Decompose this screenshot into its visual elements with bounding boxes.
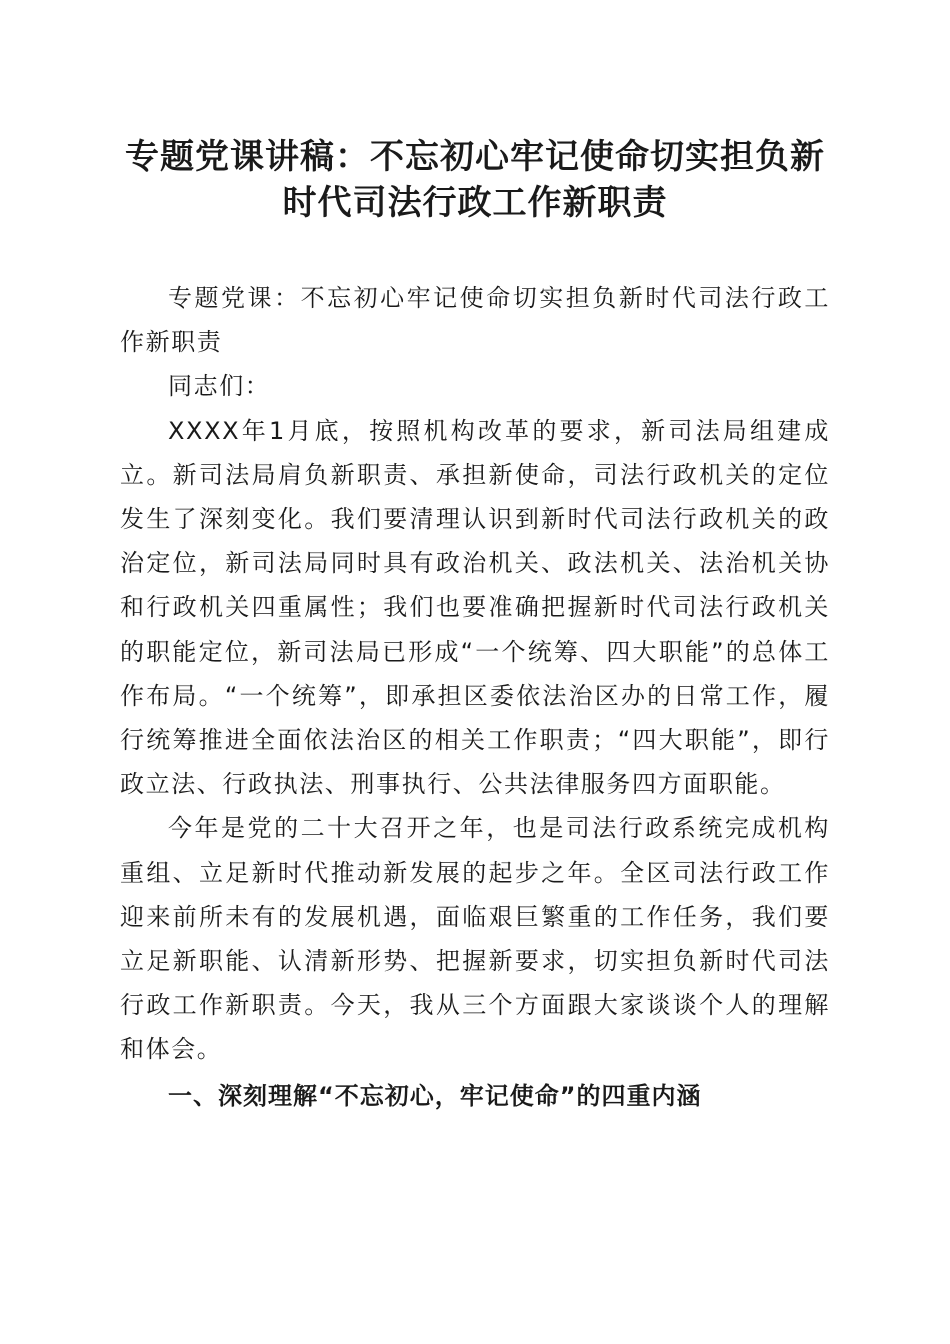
document-title xyxy=(110,134,840,226)
salutation-paragraph: 同志们： xyxy=(168,372,271,401)
section-heading: 一、深刻理解“不忘初心，牢记使命”的四重内涵 xyxy=(168,1081,702,1110)
document-body xyxy=(120,276,830,1118)
title-line-1: 专题党课讲稿：不忘初心牢记使命切实担负新 xyxy=(125,137,825,177)
subtitle-paragraph: 专题党课：不忘初心牢记使命切实担负新时代司法行政工作新职责 xyxy=(120,284,830,357)
body-paragraph: 今年是党的二十大召开之年，也是司法行政系统完成机构重组、立足新时代推动新发展的起步之年。全区司法行政工作迎来前所未有的发展机遇，面临艰巨繁重的工作任务，我们要立足新职能、认清新形势、把握新要求，切实担负新时代司法行政工作新职责。今天，我从三个方面跟大家谈谈个人的理解和体会。 xyxy=(120,814,830,1064)
body-paragraph: XXXX年1月底，按照机构改革的要求，新司法局组建成立。新司法局肩负新职责、承担新使命，司法行政机关的定位发生了深刻变化。我们要清理认识到新时代司法行政机关的政治定位，新司法局同时具有政治机关、政法机关、法治机关协和行政机关四重属性；我们也要准确把握新时代司法行政机关的职能定位，新司法局已形成“一个统筹、四大职能”的总体工作布局。“一个统筹”，即承担区委依法治区办的日常工作，履行统筹推进全面依法治区的相关工作职责；“四大职能”，即行政立法、行政执法、刑事执行、公共法律服务四方面职能。 xyxy=(120,416,830,799)
title-line-2: 时代司法行政工作新职责 xyxy=(282,183,668,223)
